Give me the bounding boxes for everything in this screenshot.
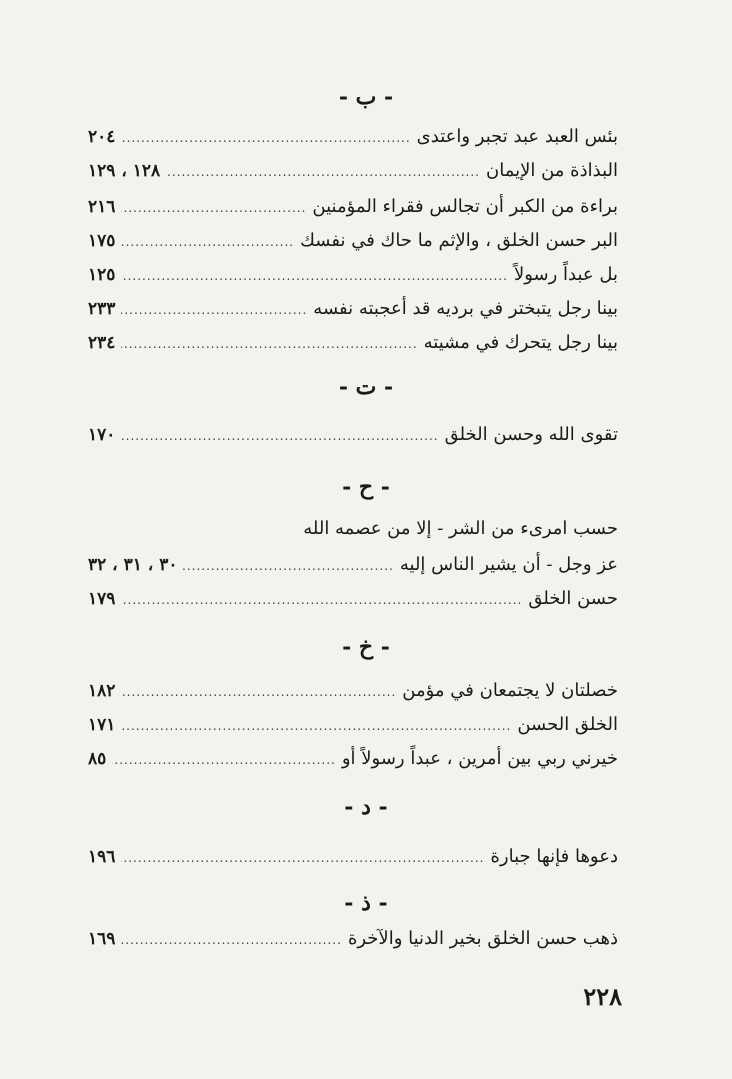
entry-title: تقوى الله وحسن الخلق <box>444 424 618 445</box>
leader-dots <box>121 685 396 699</box>
leader-dots <box>121 429 438 443</box>
leader-dots <box>121 269 508 283</box>
section-heading-dal: - د - <box>344 794 388 820</box>
entry-page: ١٧٩ <box>88 589 116 609</box>
entry-title: بئس العبد عبد تجبر واعتدى <box>416 126 618 147</box>
entry-title: بل عبداً رسولاً <box>513 264 618 285</box>
entry-page: ١٧١ <box>88 715 116 735</box>
entry-page: ٨٥ <box>88 749 107 769</box>
leader-dots <box>121 303 307 317</box>
entry-title: بينا رجل يتحرك في مشيته <box>423 332 618 353</box>
entry-page: ١٧٥ <box>88 231 116 251</box>
entry-page: ١٨٢ <box>88 681 116 701</box>
entry-page: ٢٣٣ <box>88 299 116 319</box>
entry-title: الخلق الحسن <box>517 714 618 735</box>
entry-intro-line: حسب امرىء من الشر - إلا من عصمه الله <box>303 518 618 539</box>
leader-dots <box>183 559 393 573</box>
index-entry <box>88 424 618 452</box>
section-heading-ta: - ت - <box>338 374 394 400</box>
entry-page: ١٢٨ ، ١٢٩ <box>88 161 161 181</box>
index-entry <box>88 264 618 292</box>
entry-title: خصلتان لا يجتمعان في مؤمن <box>402 680 618 701</box>
leader-dots <box>121 337 417 351</box>
entry-page: ٢٠٤ <box>88 127 116 147</box>
entry-page: ٣٠ ، ٣١ ، ٣٢ <box>88 555 178 575</box>
index-entry <box>88 160 618 188</box>
entry-title: البر حسن الخلق ، والإثم ما حاك في نفسك <box>300 230 618 251</box>
entry-page: ٢١٦ <box>88 197 116 217</box>
entry-title: حسن الخلق <box>528 588 618 609</box>
index-entry <box>88 588 618 616</box>
page-number: ٢٢٨ <box>583 982 622 1011</box>
entry-page: ٢٣٤ <box>88 333 116 353</box>
leader-dots <box>121 201 306 215</box>
index-entry <box>88 846 618 874</box>
entry-title: ذهب حسن الخلق بخير الدنيا والآخرة <box>347 928 618 949</box>
index-entry <box>88 714 618 742</box>
index-entry <box>88 554 618 582</box>
leader-dots <box>121 131 410 145</box>
entry-page: ١٧٠ <box>88 425 116 445</box>
entry-page: ١٦٩ <box>88 929 116 949</box>
index-entry <box>88 680 618 708</box>
leader-dots <box>121 851 484 865</box>
entry-title: براءة من الكبر أن تجالس فقراء المؤمنين <box>312 196 618 217</box>
index-entry <box>88 928 618 956</box>
entry-title: بينا رجل يتبختر في برديه قد أعجبته نفسه <box>313 298 618 319</box>
entry-title: خيرني ربي بين أمرين ، عبداً رسولاً أو <box>341 748 618 769</box>
entry-page: ١٩٦ <box>88 847 116 867</box>
index-entry <box>88 230 618 258</box>
index-entry <box>88 332 618 360</box>
entry-page: ١٢٥ <box>88 265 116 285</box>
leader-dots <box>166 165 480 179</box>
leader-dots <box>112 753 336 767</box>
entry-title: البذاذة من الإيمان <box>486 160 618 181</box>
leader-dots <box>121 235 294 249</box>
leader-dots <box>121 593 522 607</box>
entry-title: عز وجل - أن يشير الناس إليه <box>399 554 618 575</box>
entry-title: دعوها فإنها جبارة <box>490 846 618 867</box>
section-heading-ba: - ب - <box>338 84 394 110</box>
leader-dots <box>121 719 511 733</box>
index-entry <box>88 126 618 154</box>
index-entry <box>88 748 618 776</box>
index-entry <box>88 298 618 326</box>
leader-dots <box>121 933 342 947</box>
section-heading-dhal: - ذ - <box>344 890 388 916</box>
section-heading-ha: - ح - <box>342 474 390 500</box>
index-entry <box>88 196 618 224</box>
section-heading-kha: - خ - <box>342 634 390 660</box>
